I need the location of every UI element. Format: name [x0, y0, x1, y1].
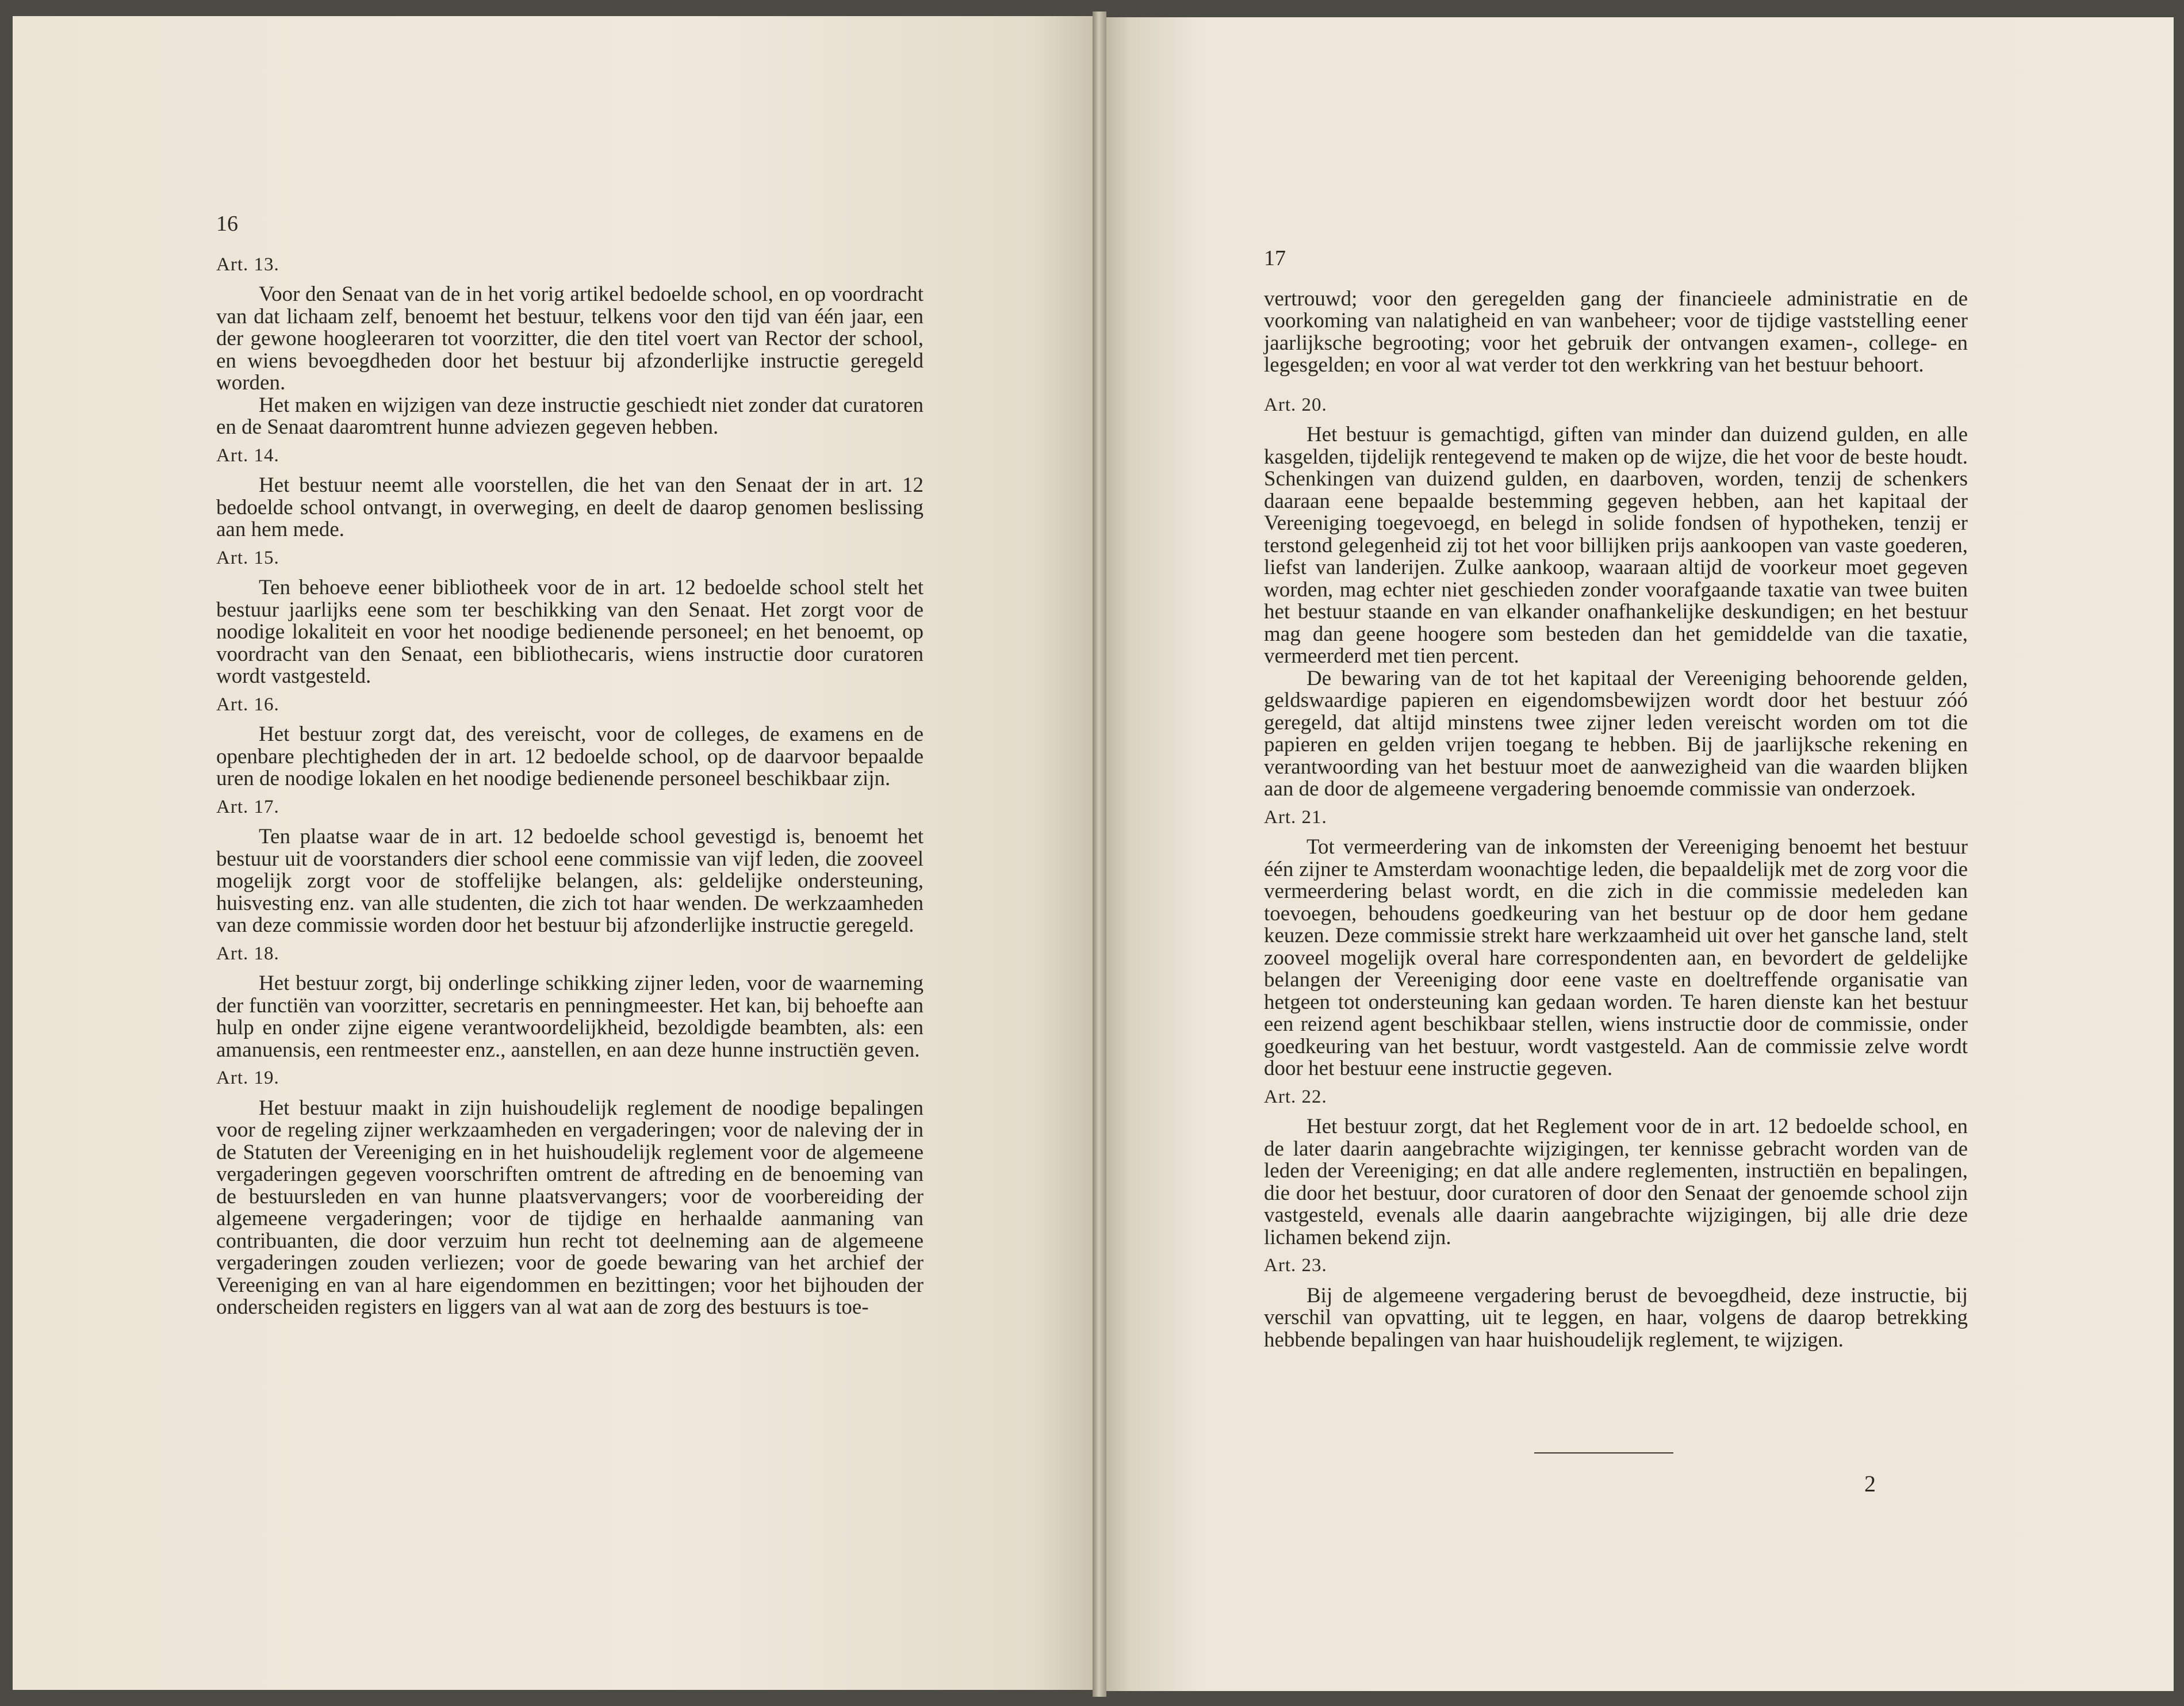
article-paragraph: Het bestuur neemt alle voorstellen, die het van den Senaat der in art. 12 bedoelde school ontvangt, in overweging, en deelt de daarop genomen beslissing aan hem mede. [216, 473, 924, 541]
article-paragraph: Het bestuur zorgt dat, des vereischt, voor de colleges, de examens en de openbare plechtigheden der in art. 12 bedoelde school, op de daarvoor bepaalde uren de noodige lokalen en het noodige bedienende personeel beschikbaar zijn. [216, 722, 924, 790]
article-heading: Art. 23. [1264, 1255, 1327, 1276]
article-heading: Art. 13. [216, 254, 279, 275]
article-paragraph: De bewaring van de tot het kapitaal der Vereeniging behoorende gelden, geldswaardige papieren en eigendomsbewijzen wordt door het bestuur zóó geregeld, dat altijd minstens twee zijner leden vereischt worden om tot die papieren en gelden vrijen toegang te hebben. Bij de jaarlijksche rekening en verantwoording van het bestuur moet de aanwezigheid van die waarden blijken aan de door de algemeene vergadering benoemde commissie van onderzoek. [1264, 666, 1968, 801]
article-heading: Art. 22. [1264, 1086, 1327, 1107]
article-paragraph: Het maken en wijzigen van deze instructie geschiedt niet zonder dat curatoren en de Senaat daaromtrent hunne adviezen gegeven hebben. [216, 393, 924, 439]
article-paragraph: Het bestuur zorgt, dat het Reglement voor de in art. 12 bedoelde school, en de later daarin aangebrachte wijzigingen, ter kennisse gebracht worden van de leden der Vereeniging; en dat alle andere reglementen, instructiën en bepalingen, die door het bestuur, door curatoren of door den Senaat der genoemde school zijn vastgesteld, evenals alle daarin aangebrachte wijzigingen, bij alle drie deze lichamen bekend zijn. [1264, 1115, 1968, 1249]
article-paragraph: Bij de algemeene vergadering berust de bevoegdheid, deze instructie, bij verschil van opvatting, uit te leggen, en haar, volgens de daarop betrekking hebbende bepalingen van haar huishoudelijk reglement, te wijzigen. [1264, 1283, 1968, 1352]
article-heading: Art. 16. [216, 694, 279, 715]
signature-mark: 2 [1864, 1471, 1876, 1497]
left-articles [216, 254, 924, 1319]
article-heading: Art. 14. [216, 445, 279, 466]
article-heading: Art. 18. [216, 943, 279, 964]
page-number: 17 [1264, 246, 1286, 270]
article-paragraph: Het bestuur zorgt, bij onderlinge schikking zijner leden, voor de waarneming der functiën van voorzitter, secretaris en penningmeester. Het kan, bij behoefte aan hulp en onder zijne eigene verantwoordelijkheid, bezoldigde beambten, als: een amanuensis, een rentmeester enz., aanstellen, en aan deze hunne instructiën geven. [216, 971, 924, 1062]
article-paragraph: Het bestuur is gemachtigd, giften van minder dan duizend gulden, en alle kasgelden, tijdelijk rentegevend te maken op de wijze, die het voor de beste houdt. Schenkingen van duizend gulden, en daarboven, worden, tenzij de schenkers daaraan eene bepaalde bestemming gegeven hebben, aan het kapitaal der Vereeniging toegevoegd, en belegd in solide fondsen of hypotheken, tenzij er terstond gelegenheid zij tot het voor billijken prijs aankoopen van vaste goederen, liefst van landerijen. Zulke aankoop, waaraan altijd de voorkeur moet gegeven worden, mag echter niet geschieden zonder voorafgaande taxatie van twee buiten het bestuur staande en van elkander onafhankelijke deskundigen; en het bestuur mag dan geene hoogere som besteden dan het gemiddelde van die taxatie, vermeerderd met tien percent. [1264, 423, 1968, 668]
article-paragraph: Voor den Senaat van de in het vorig artikel bedoelde school, en op voordracht van dat lichaam zelf, benoemt het bestuur, telkens voor den tijd van één jaar, een der gewone hoogleeraren tot voorzitter, die den titel voert van Rector der school, en wiens bevoegdheden door het bestuur bij afzonderlijke instructie geregeld worden. [216, 282, 924, 395]
article-paragraph: Ten plaatse waar de in art. 12 bedoelde school gevestigd is, benoemt het bestuur uit de voorstanders dier school eene commissie van vijf leden, die zooveel mogelijk zorgt voor de stoffelijke belangen, als: geldelijke ondersteuning, huisvesting enz. van alle studenten, die zich tot haar wenden. De werkzaamheden van deze commissie worden door het bestuur bij afzonderlijke instructie geregeld. [216, 825, 924, 937]
article-paragraph: Tot vermeerdering van de inkomsten der Vereeniging benoemt het bestuur één zijner te Amsterdam woonachtige leden, die bepaaldelijk met de zorg voor die vermeerdering belast wordt, en die zich in die commissie medeleden kan toevoegen, behoudens goedkeuring van het bestuur op de door hem gedane keuzen. Deze commissie strekt hare werkzaamheid uit over het gansche land, stelt zooveel mogelijk overal hare correspondenten aan, en bevordert de geldelijke belangen der Vereeniging door eene vaste en doeltreffende organisatie van hetgeen tot ondersteuning kan gedaan worden. Te haren dienste kan het bestuur een reizend agent beschikbaar stellen, wiens instructie door de commissie, onder goedkeuring van het bestuur, wordt vastgesteld. Aan de commissie zelve wordt door het bestuur eene instructie gegeven. [1264, 835, 1968, 1080]
article-heading: Art. 21. [1264, 806, 1327, 828]
article-heading: Art. 15. [216, 547, 279, 568]
book-gutter [1093, 12, 1106, 1697]
left-page-text [216, 213, 924, 1319]
article-paragraph: Ten behoeve eener bibliotheek voor de in art. 12 bedoelde school stelt het bestuur jaarlijks eene som ter beschikking van den Senaat. Het zorgt voor de noodige lokaliteit en voor het noodige bedienende personeel; en het benoemt, op voordracht van den Senaat, een bibliothecaris, wiens instructie door curatoren wordt vastgesteld. [216, 576, 924, 688]
page-number: 16 [216, 212, 238, 236]
article-heading: Art. 19. [216, 1068, 279, 1088]
right-page-text [1264, 247, 1968, 1351]
right-articles [1264, 394, 1968, 1352]
article-heading: Art. 17. [216, 796, 279, 817]
continuation-paragraph: vertrouwd; voor den geregelden gang der financieele administratie en de voorkoming van nalatigheid en van wanbeheer; voor de tijdige vaststelling eener jaarlijksche begrooting; voor het gebruik der ontvangen examen-, college- en legesgelden; en voor al wat verder tot den werkkring van het bestuur behoort. [1264, 286, 1968, 377]
closing-rule [1534, 1452, 1673, 1453]
article-heading: Art. 20. [1264, 394, 1327, 415]
article-paragraph: Het bestuur maakt in zijn huishoudelijk reglement de noodige bepalingen voor de regeling zijner werkzaamheden en vergaderingen; voor de naleving der in de Statuten der Vereeniging en in het huishoudelijk reglement voor de algemeene vergaderingen gegeven voorschriften omtrent de aftreding en de benoeming van de bestuursleden en van hunne plaatsvervangers; voor de voorbereiding der algemeene vergaderingen; voor de tijdige en herhaalde aanmaning van contribuanten, die door verzuim hun recht tot deelneming aan de algemeene vergaderingen zouden verliezen; voor de goede bewaring van het archief der Vereeniging en van al hare eigendommen en bezittingen; voor het bijhouden der onderscheiden registers en liggers van al wat aan de zorg des bestuurs is toe- [216, 1096, 924, 1319]
